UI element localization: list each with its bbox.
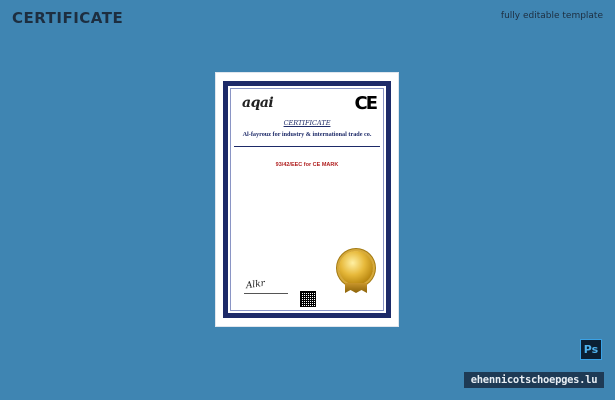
- certificate-frame: [223, 81, 391, 318]
- photoshop-icon: Ps: [580, 339, 602, 360]
- directive-label: 93/42/EEC for CE MARK: [275, 162, 339, 168]
- watermark: ehennicotschoepges.lu: [464, 372, 604, 388]
- qr-code-icon: [300, 291, 316, 307]
- signature-line: [244, 293, 288, 294]
- gold-seal-icon: [339, 251, 373, 285]
- divider: [234, 146, 380, 147]
- certificate-preview: [215, 72, 399, 327]
- company-name: Al-fayrouz for industry & international trade co.: [242, 131, 372, 138]
- page-subtitle: fully editable template: [500, 11, 603, 21]
- page-title: CERTIFICATE: [12, 9, 124, 27]
- certificate-heading: CERTIFICATE: [283, 119, 331, 127]
- ce-mark-icon: CE: [354, 93, 376, 114]
- signature: Alkr: [245, 278, 266, 292]
- certificate-logo: aqai: [242, 95, 274, 111]
